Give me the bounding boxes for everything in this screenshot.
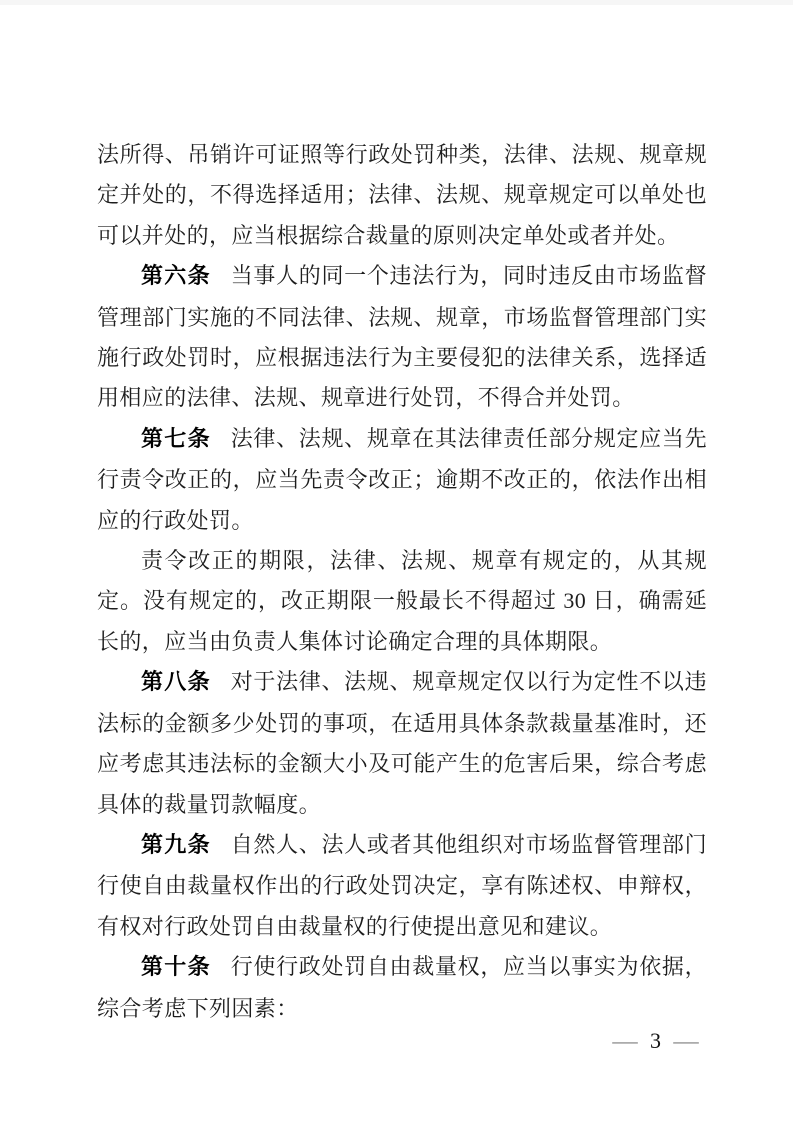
article-paragraph [97, 825, 707, 947]
article-paragraph [97, 947, 707, 1029]
scan-edge-artifact [0, 0, 793, 5]
article-number: 第六条 [141, 264, 211, 290]
document-body [97, 135, 707, 1029]
paragraph-text: 对于法律、法规、规章规定仅以行为定性不以违法标的金额多少处罚的事项，在适用具体条款裁量基准时，还应考虑其违法标的金额大小及可能产生的危害后果，综合考虑具体的裁量罚款幅度。 [97, 669, 707, 817]
paragraph-text: 法律、法规、规章在其法律责任部分规定应当先行责令改正的，应当先责令改正；逾期不改正的，依法作出相应的行政处罚。 [97, 425, 707, 533]
article-paragraph [97, 256, 707, 419]
paragraph-text: 责令改正的期限，法律、法规、规章有规定的，从其规定。没有规定的，改正期限一般最长不得超过 30 日，确需延长的，应当由负责人集体讨论确定合理的具体期限。 [97, 548, 707, 654]
article-number: 第九条 [141, 832, 211, 858]
body-paragraph [97, 541, 707, 662]
page-number: 3 [650, 1028, 661, 1053]
page-number-footer [614, 1028, 697, 1054]
paragraph-text: 行使行政处罚自由裁量权，应当以事实为依据，综合考虑下列因素： [97, 954, 707, 1021]
article-number: 第七条 [141, 426, 211, 452]
article-paragraph [97, 419, 707, 541]
article-number: 第八条 [141, 670, 211, 696]
body-paragraph [97, 135, 707, 256]
article-number: 第十条 [141, 955, 211, 981]
paragraph-text: 法所得、吊销许可证照等行政处罚种类，法律、法规、规章规定并处的，不得选择适用；法律、法规、规章规定可以单处也可以并处的，应当根据综合裁量的原则决定单处或者并处。 [97, 142, 707, 248]
page-number-left-dash: — [612, 1028, 638, 1053]
paragraph-text: 自然人、法人或者其他组织对市场监督管理部门行使自由裁量权作出的行政处罚决定，享有陈述权、申辩权，有权对行政处罚自由裁量权的行使提出意见和建议。 [97, 831, 707, 939]
page-number-right-dash: — [673, 1028, 699, 1053]
article-paragraph [97, 662, 707, 825]
paragraph-text: 当事人的同一个违法行为，同时违反由市场监督管理部门实施的不同法律、法规、规章，市场监督管理部门实施行政处罚时，应根据违法行为主要侵犯的法律关系，选择适用相应的法律、法规、规章进行处罚，不得合并处罚。 [97, 263, 707, 411]
